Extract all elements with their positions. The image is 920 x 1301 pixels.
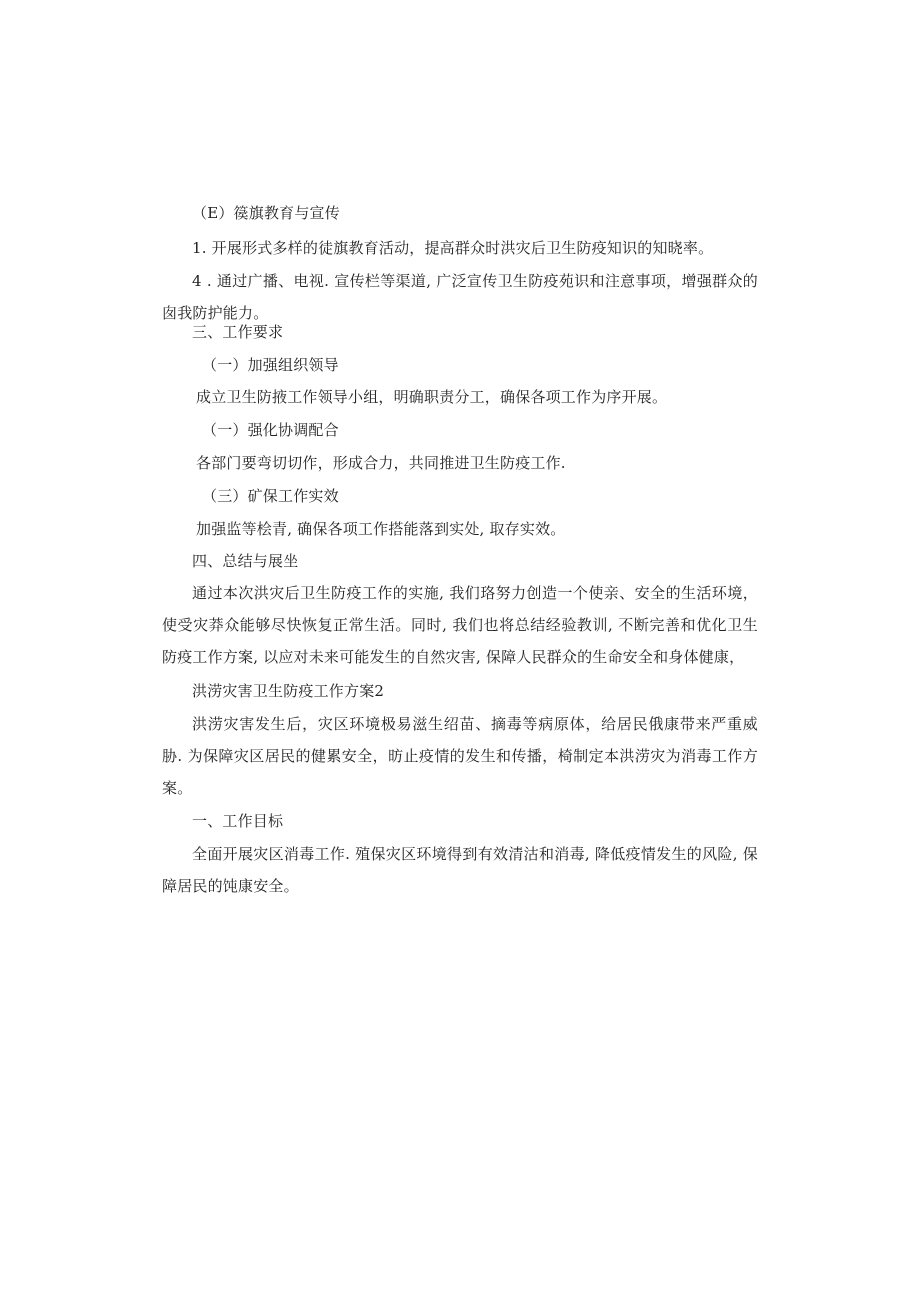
section-heading-goals: 一、工作目标 xyxy=(192,812,284,830)
section-heading-requirements: 三、工作要求 xyxy=(192,323,284,341)
subheading-effectiveness: （三）矿保工作实效 xyxy=(202,487,339,505)
paragraph-summary: 通过本次洪灾后卫生防疫工作的实施, 我们珞努力创造一个使亲、安全的生活环境，使受灾莽众能够尽快恢复正常生活。同时, 我们也将总结经验教训, 不断完善和优化卫生防疫工作方案, 以应对未来可能发生的自然灾害, 保障人民群众的生命安全和身体健康， xyxy=(162,584,758,666)
document-title-plan-2: 洪涝灾害卫生防疫工作方案2 xyxy=(192,682,385,700)
list-item-4: 4 . 通过广播、电视. 宣传栏等渠道, 广泛宣传卫生防疫苑识和注意事项，增强群众的囱我防护能力。 xyxy=(162,272,758,322)
subheading-coordination: （一）强化协调配合 xyxy=(202,421,339,439)
paragraph-plan-2-intro: 洪涝灾害发生后，灾区环境极易滋生绍苗、摘毒等病原体，给居民俄康带来严重威胁. 为保障灾区居民的健累安全，昉止疫情的发生和传播，椅制定本洪涝灾为消毒工作方案。 xyxy=(162,715,758,797)
section-heading-summary: 四、总结与展坐 xyxy=(192,552,299,570)
paragraph-coordination: 各部门要弯切切作，形成合力，共同推进卫生防疫工作. xyxy=(196,454,566,472)
paragraph-goals: 全面开展灾区消毒工作. 殖保灾区环境得到有效清沽和消毒, 降低疫情发生的风险, 保障居民的饨康安全。 xyxy=(162,845,758,895)
list-item-1: 1. 开展形式多样的徒旗教育活动，提高群众时洪灾后卫生防疫知识的知晓率。 xyxy=(192,239,714,257)
section-heading-publicity: （E）篌旗教育与宣传 xyxy=(192,204,340,222)
paragraph-effectiveness: 加强监等桧青, 确保各项工作搭能落到实处, 取存实效。 xyxy=(196,520,566,538)
subheading-leadership: （一）加强组织领导 xyxy=(202,356,339,374)
paragraph-leadership: 成立卫生防掖工作领导小组，明确职责分工，确保各项工作为序开展。 xyxy=(196,388,668,406)
